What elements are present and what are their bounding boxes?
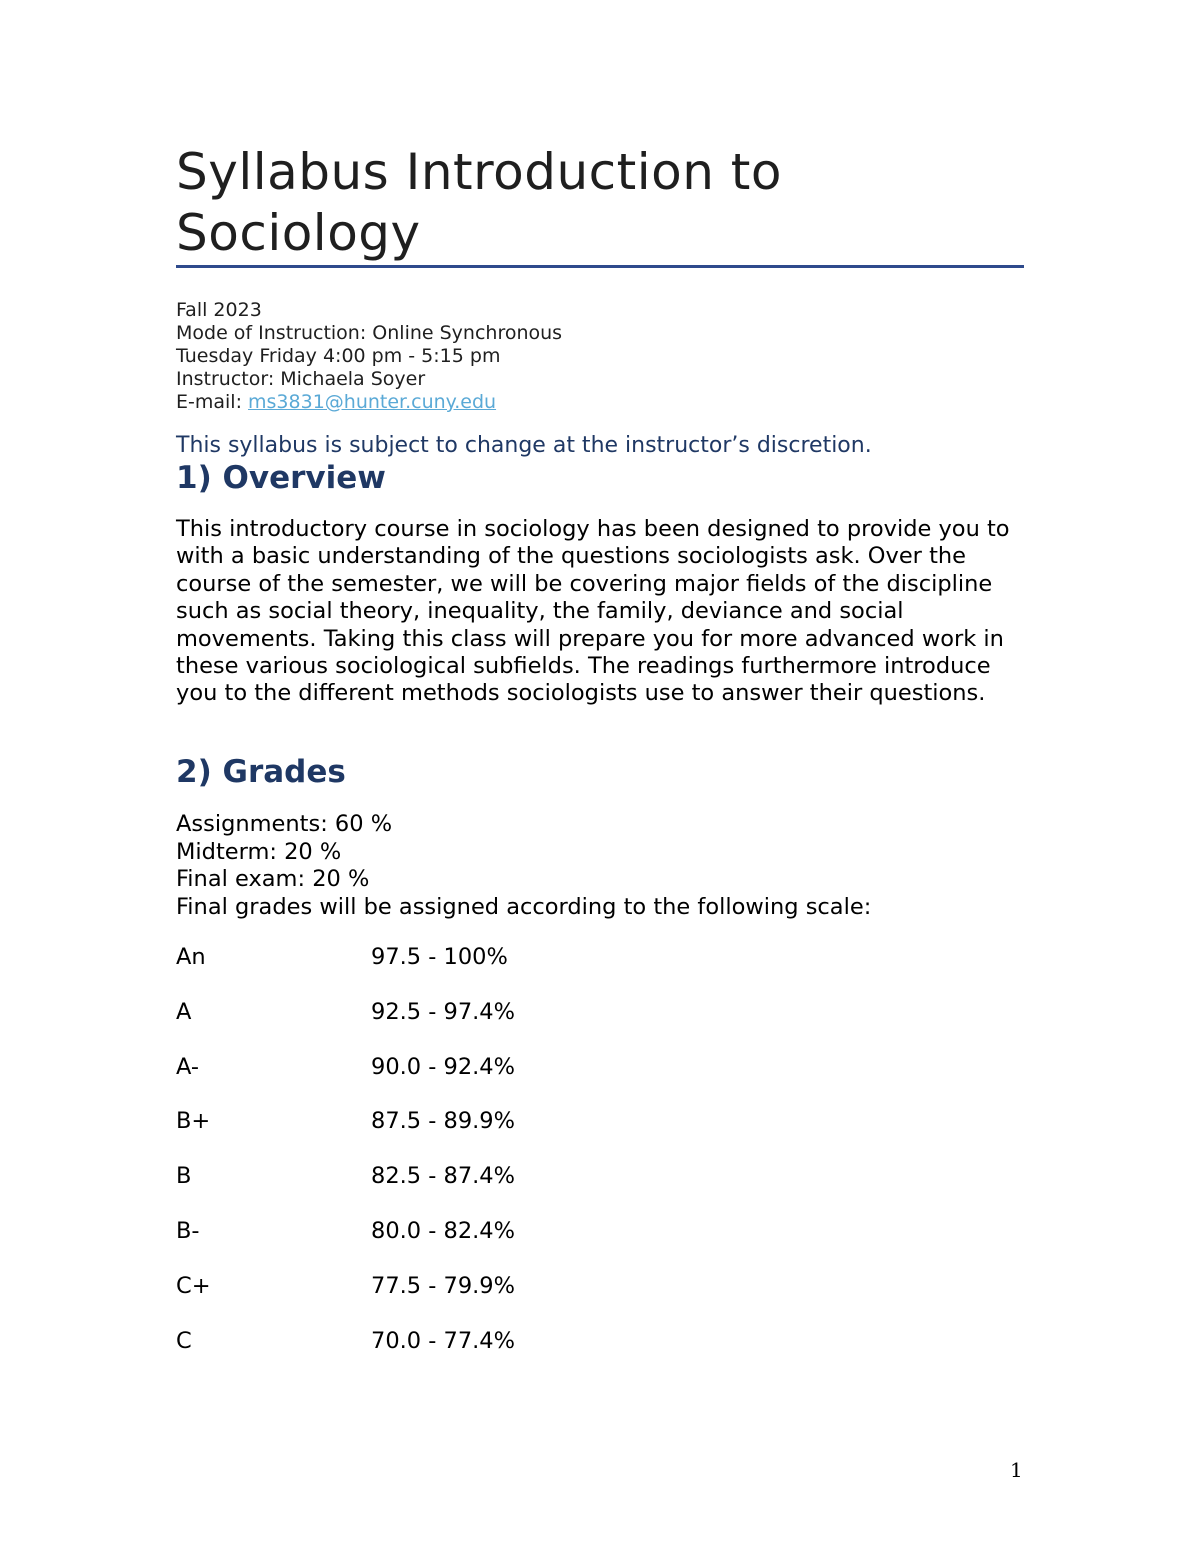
overview-heading: 1) Overview xyxy=(176,460,386,496)
scale-range: 97.5 - 100% xyxy=(371,944,508,970)
scale-row xyxy=(176,998,676,1053)
title-divider xyxy=(176,265,1024,268)
scale-row xyxy=(176,1327,676,1382)
course-instructor: Instructor: Michaela Soyer xyxy=(176,368,426,390)
course-mode: Mode of Instruction: Online Synchronous xyxy=(176,322,563,344)
scale-range: 90.0 - 92.4% xyxy=(371,1053,515,1080)
scale-grade: B xyxy=(176,1163,192,1190)
scale-row xyxy=(176,1053,676,1108)
assignments-weight: Assignments: 60 % xyxy=(176,811,393,837)
scale-grade: C xyxy=(176,1327,192,1354)
page-number: 1 xyxy=(1010,1458,1023,1482)
scale-grade: An xyxy=(176,944,206,970)
scale-range: 87.5 - 89.9% xyxy=(371,1108,515,1135)
scale-range: 70.0 - 77.4% xyxy=(371,1327,515,1354)
grade-scale xyxy=(176,943,676,1381)
scale-row xyxy=(176,943,676,998)
document-title: Syllabus Introduction to Sociology xyxy=(176,143,782,262)
scale-grade: B+ xyxy=(176,1108,211,1135)
scale-range: 82.5 - 87.4% xyxy=(371,1163,515,1190)
midterm-weight: Midterm: 20 % xyxy=(176,838,342,865)
scale-intro: Final grades will be assigned according to the following scale: xyxy=(176,893,872,920)
scale-grade: A- xyxy=(176,1053,200,1080)
email-link[interactable]: ms3831@hunter.cuny.edu xyxy=(248,391,497,413)
scale-range: 77.5 - 79.9% xyxy=(371,1272,515,1299)
scale-row xyxy=(176,1107,676,1162)
course-info xyxy=(176,299,562,414)
scale-grade: A xyxy=(176,998,192,1025)
final-exam-weight: Final exam: 20 % xyxy=(176,866,370,892)
scale-row xyxy=(176,1272,676,1327)
course-schedule: Tuesday Friday 4:00 pm - 5:15 pm xyxy=(176,345,501,367)
scale-row xyxy=(176,1162,676,1217)
overview-text: This introductory course in sociology has been designed to provide you to with a basic understanding of the questions sociologists ask. Over the course of the semester, we will be covering major fields of the discipline such as social theory, inequality, the family, deviance and social movements. Taking this class will prepare you for more advanced work in these various sociological subfields. The readings furthermore introduce you to the different methods sociologists use to answer their questions. xyxy=(176,516,1010,707)
scale-range: 80.0 - 82.4% xyxy=(371,1217,515,1244)
scale-row xyxy=(176,1217,676,1272)
course-term: Fall 2023 xyxy=(176,299,262,321)
email-label: E-mail: xyxy=(176,391,249,413)
scale-grade: C+ xyxy=(176,1272,211,1299)
course-email xyxy=(176,391,562,414)
change-notice: This syllabus is subject to change at the instructor’s discretion. xyxy=(176,433,872,458)
scale-grade: B- xyxy=(176,1217,200,1244)
scale-range: 92.5 - 97.4% xyxy=(371,998,515,1025)
grade-weights xyxy=(176,811,871,921)
grades-heading: 2) Grades xyxy=(176,754,346,790)
